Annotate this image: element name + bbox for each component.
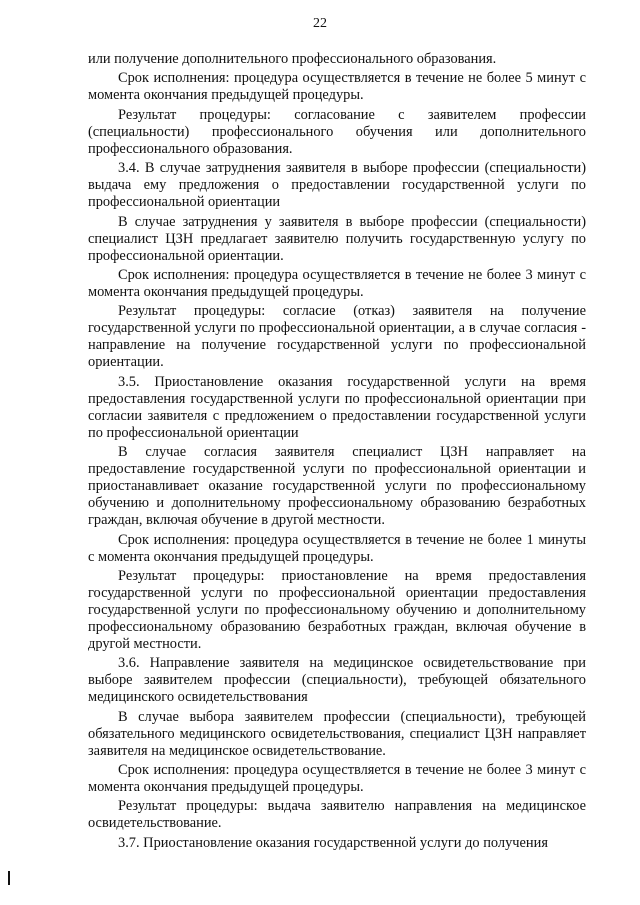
paragraph-deadline: Срок исполнения: процедура осуществляется в течение не более 1 минуты с момента окончания предыдущей процедуры. — [88, 531, 586, 565]
paragraph-result: Результат процедуры: выдача заявителю направления на медицинское освидетельствование. — [88, 798, 586, 832]
paragraph-deadline: Срок исполнения: процедура осуществляется в течение не более 3 минут с момента окончания предыдущей процедуры. — [88, 762, 586, 796]
section-heading-3-6: 3.6. Направление заявителя на медицинское освидетельствование при выборе заявителем профессии (специальности), требующей обязательного медицинского освидетельствования — [88, 655, 586, 706]
paragraph-result: Результат процедуры: согласование с заявителем профессии (специальности) профессионального обучения или дополнительного профессионального образования. — [88, 106, 586, 157]
paragraph-result: Результат процедуры: приостановление на время предоставления государственной услуги по профессиональной ориентации предоставления государственной услуги по профессиональному обучению и дополнительному профессиональному образованию безработных граждан, включая обучение в другой местности. — [88, 567, 586, 652]
section-heading-3-4: 3.4. В случае затруднения заявителя в выборе профессии (специальности) выдача ему предложения о предоставлении государственной услуги по профессиональной ориентации — [88, 160, 586, 211]
paragraph-body: В случае затруднения у заявителя в выборе профессии (специальности) специалист ЦЗН предлагает заявителю получить государственную услугу по профессиональной ориентации. — [88, 213, 586, 264]
paragraph-body: В случае согласия заявителя специалист ЦЗН направляет на предоставление государственной услуги по профессиональной ориентации и приостанавливает оказание государственной услуги по профессиональному обучению и дополнительному профессиональному образованию безработных граждан, включая обучение в другой местности. — [88, 444, 586, 529]
paragraph-body: В случае выбора заявителем профессии (специальности), требующей обязательного медицинского освидетельствования, специалист ЦЗН направляет заявителя на медицинское освидетельствование. — [88, 708, 586, 759]
section-heading-3-7: 3.7. Приостановление оказания государственной услуги до получения — [118, 834, 548, 851]
body-text — [88, 51, 586, 854]
scan-mark — [8, 871, 10, 885]
section-heading-3-5: 3.5. Приостановление оказания государственной услуги на время предоставления государственной услуги по профессиональной ориентации при согласии заявителя с предложением о предоставлении государственной услуги по профессиональной ориентации — [88, 373, 586, 441]
paragraph-deadline: Срок исполнения: процедура осуществляется в течение не более 5 минут с момента окончания предыдущей процедуры. — [88, 70, 586, 104]
paragraph-result: Результат процедуры: согласие (отказ) заявителя на получение государственной услуги по профессиональной ориентации, а в случае согласия - направление на получение государственной услуги по профессиональной ориентации. — [88, 303, 586, 371]
page-number: 22 — [313, 16, 327, 31]
paragraph-deadline: Срок исполнения: процедура осуществляется в течение не более 3 минут с момента окончания предыдущей процедуры. — [88, 266, 586, 300]
paragraph-continuation: или получение дополнительного профессионального образования. — [88, 51, 497, 67]
